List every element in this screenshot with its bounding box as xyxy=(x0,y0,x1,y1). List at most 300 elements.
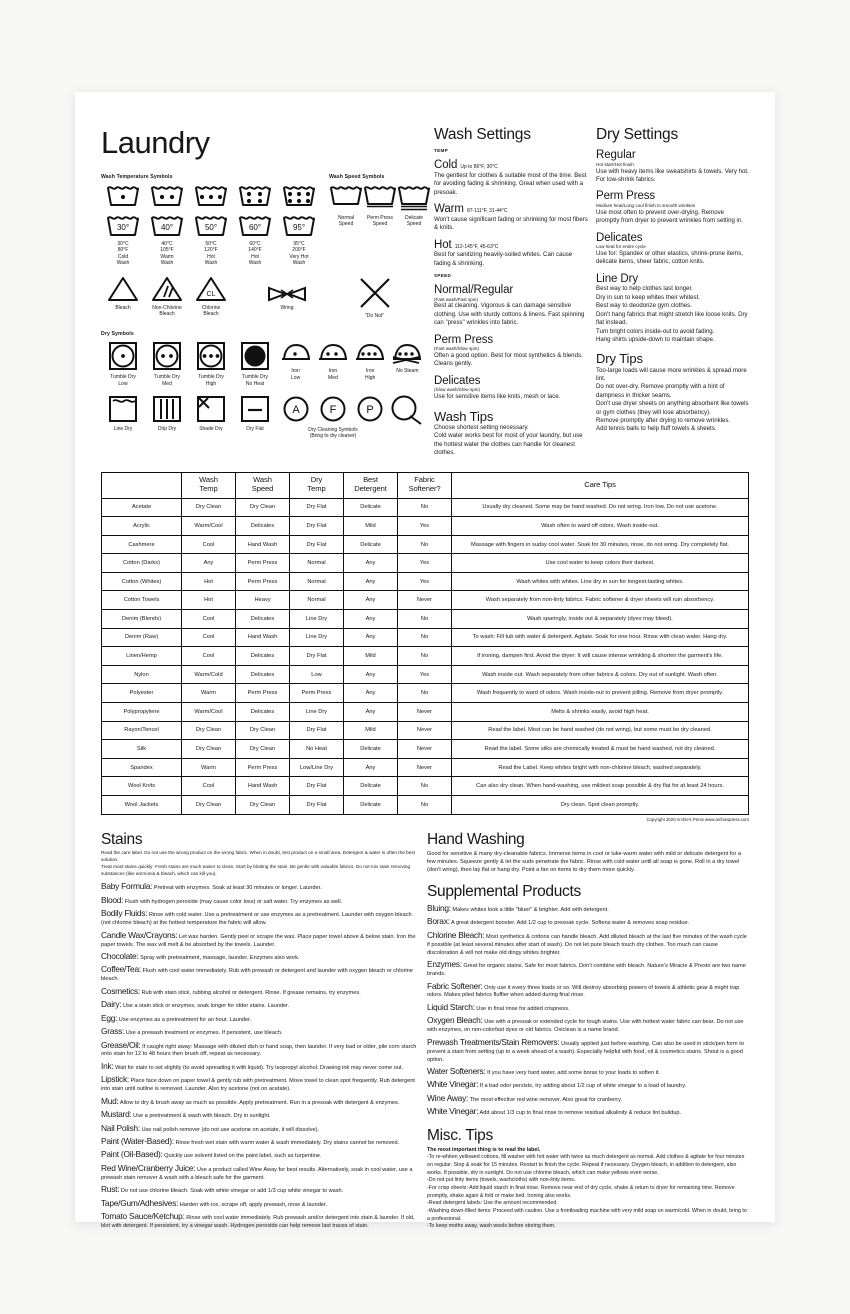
poster-page xyxy=(75,92,775,1230)
stain-entry xyxy=(101,881,417,893)
wash-temp-label: TEMP xyxy=(434,148,448,154)
iron-icon: Iron High xyxy=(352,341,389,381)
wash-tips-heading: Wash Tips xyxy=(434,408,494,424)
cell-fabric: Rayon/Tencel xyxy=(102,721,182,740)
cell-care-tips: Wash sparingly, inside out & separately (dyes may bleed). xyxy=(452,610,749,629)
cell-wash-speed: Heavy xyxy=(236,591,290,610)
table-row xyxy=(102,796,749,815)
cell-care-tips: Massage with fingers in sudsy cool water. Soak for 30 minutes, rinse, do not wring. Dry completely flat. xyxy=(452,535,749,554)
cell-dry-temp: Dry Flat xyxy=(290,647,344,666)
table-row xyxy=(102,628,749,647)
cell-wash-temp: Hot xyxy=(182,572,236,591)
stains-heading: Stains xyxy=(101,830,143,848)
supplemental-name: Bluing: xyxy=(427,902,451,913)
table-row xyxy=(102,498,749,517)
cell-care-tips: Read the label. Some silks are chemically treated & must be hand washed, not dry cleaned. xyxy=(452,740,749,759)
wring-icon xyxy=(251,286,323,302)
wash-setting-item xyxy=(434,203,588,232)
supplemental-entry xyxy=(427,1002,749,1014)
cell-wash-temp: Cool xyxy=(182,777,236,796)
cell-wash-speed: Delicates xyxy=(236,610,290,629)
stain-text: Flush with cool water immediately. Rub with prewash or detergent and launder with oxygen bleach or chlorine bleach. xyxy=(101,968,413,983)
supplemental-text: Makes whites look a little "bluer" & brighter. Add with detergent. xyxy=(452,906,609,913)
dry-setting-item xyxy=(596,190,749,225)
cell-softener: No xyxy=(398,535,452,554)
stain-text: Flush with hydrogen peroxide (may cause color loss) or salt water. Try enzymes as well. xyxy=(124,898,343,905)
copyright-text: Copyright 2020 Archie's Press www.archiespress.com xyxy=(646,816,749,822)
cell-wash-temp: Dry Clean xyxy=(182,721,236,740)
supplemental-text: Usually applied just before washing. Can also be used in stick/pen form to prevent a stain from setting (up to a week ahead of a wash). Especially helpful with food, oil & cosmetics stains. Shout is a good option. xyxy=(427,1040,744,1063)
stain-name: Nail Polish: xyxy=(101,1122,140,1133)
dry-tips-body: Too-large loads will cause more wrinkles & spread more lint. Do not over-dry. Remove promptly with a hint of dampness in thicker seams. Don't use dryer sheets on anything absorbent like towels or gym clothes (they will lose absorbency). Remove promptly after drying to remove wrinkles. Add tennis balls to help fluff towels & sheets. xyxy=(596,366,749,433)
dry-settings-column xyxy=(588,127,749,458)
cell-detergent: Delicate xyxy=(344,740,398,759)
supplemental-entry xyxy=(427,1093,749,1105)
wash-temp-degree-icon: 50° 50°C 120°F Hot Wash xyxy=(189,214,233,266)
stain-entry xyxy=(101,1074,417,1094)
svg-text:50°: 50° xyxy=(204,223,218,232)
misc-tip-line: -To re-whiten yellowed cottons, fill washer with hot water with twice as much detergent as normal. Add clothes & agitate for four minutes on regular. Stop & soak for 15 minutes. Restart to finish the cycle. Repeat if necessary. Oxygen bleach, in addition to detergent, also works. If possible, dry in sunlight. Do not use chlorine bleach, which can make yellows even worse. xyxy=(427,1154,745,1176)
stain-name: Dairy: xyxy=(101,999,122,1010)
stain-text: Place face down on paper towel & gently rub with pretreatment. Move towel to clean spot frequently. Rub detergent into stain until outline is removed. Launder. Also try acetone (not on acetate). xyxy=(101,1078,415,1093)
cell-softener: Never xyxy=(398,721,452,740)
svg-text:F: F xyxy=(329,403,337,416)
stain-text: Do not use chlorine bleach. Soak with white vinegar or add 1/3 cup white vinegar to wash. xyxy=(120,1188,344,1195)
svg-text:60°: 60° xyxy=(248,223,262,232)
cell-wash-speed: Dry Clean xyxy=(236,498,290,517)
cell-wash-temp: Dry Clean xyxy=(182,796,236,815)
cell-fabric: Nylon xyxy=(102,665,182,684)
stain-text: Wait for stain to set slightly (to avoid spreading it with liquid). Try isopropyl alcohol. Drawing ink may never come out. xyxy=(115,1064,404,1071)
wash-temp-degree-symbols xyxy=(101,214,323,266)
page-title: Laundry xyxy=(101,125,210,160)
supplemental-entry xyxy=(427,1037,749,1065)
wash-setting-sub: Up to 86°F, 30°C xyxy=(460,164,498,171)
symbols-column xyxy=(101,127,426,458)
top-section xyxy=(101,127,749,458)
supplemental-text: Most synthetics & cottons can handle bleach. Add diluted bleach at the last five minutes of the wash cycle if possible (at least several minutes after start of wash). Do not let pure bleach touch dry clothes. Too much can cause discoloration & will not make old dingy whites brighter. xyxy=(427,933,747,956)
cell-softener: Yes xyxy=(398,517,452,536)
fabric-care-table xyxy=(101,472,749,815)
cell-care-tips: Wash separately from non-linty fabrics. Fabric softener & dryer sheets will ruin absorbency. xyxy=(452,591,749,610)
wash-speed-body: Often a good option. Best for most synthetics & blends. Cleans gently. xyxy=(434,352,583,368)
supplemental-list xyxy=(427,903,749,1118)
cell-detergent: Any xyxy=(344,572,398,591)
dry-setting-item xyxy=(596,149,749,184)
stain-entry xyxy=(101,1013,417,1025)
dry-setting-item xyxy=(596,273,749,344)
cell-wash-speed: Delicates xyxy=(236,703,290,722)
misc-tips-list xyxy=(427,1147,749,1231)
cell-wash-temp: Hot xyxy=(182,591,236,610)
stain-entry xyxy=(101,1040,417,1060)
tumble-dry-icon: Tumble Dry Low xyxy=(101,341,145,387)
cell-wash-temp: Cool xyxy=(182,610,236,629)
tumble-dry-icon: Tumble Dry Med xyxy=(145,341,189,387)
cell-fabric: Polypropylene xyxy=(102,703,182,722)
cell-dry-temp: Normal xyxy=(290,554,344,573)
cell-care-tips: Wash whites with whites. Line dry in sun for longest-lasting whites. xyxy=(452,572,749,591)
wash-speed-name: Perm Press xyxy=(434,333,494,346)
wash-speed-icon: Delicate Speed xyxy=(397,184,431,228)
bleach-icon: Non-Chlorine Bleach xyxy=(145,276,189,318)
wash-setting-item xyxy=(434,159,588,197)
cell-detergent: Any xyxy=(344,610,398,629)
wash-settings-column xyxy=(426,127,588,458)
cell-care-tips: Wash often to ward off odors. Wash inside-out. xyxy=(452,517,749,536)
stain-entry xyxy=(101,908,417,928)
table-row xyxy=(102,721,749,740)
stain-name: Egg: xyxy=(101,1012,118,1023)
cell-detergent: Any xyxy=(344,684,398,703)
wash-speed-sub: (Fast wash/Fast spin) xyxy=(434,296,478,302)
stain-text: Harden with ice, scrape off, apply prewash, rinse & launder. xyxy=(179,1201,328,1208)
stain-name: Baby Formula: xyxy=(101,881,153,892)
tumble-dry-symbols xyxy=(101,341,277,387)
cell-care-tips: Wash frequently to ward of odors. Wash inside-out to prevent pilling. Remove from dryer promptly. xyxy=(452,684,749,703)
wash-setting-name: Hot 112-145°F, 45-63°C xyxy=(434,238,499,251)
cell-wash-speed: Dry Clean xyxy=(236,740,290,759)
cell-softener: Never xyxy=(398,591,452,610)
supplemental-text: The most effective red wine remover. Also great for cranberry. xyxy=(469,1096,623,1103)
wash-setting-body: Best for sanitizing heavily-soiled whites. Can cause fading & shrinking. xyxy=(434,251,573,267)
hand-washing-heading: Hand Washing xyxy=(427,830,525,848)
dry-tips-heading: Dry Tips xyxy=(596,351,643,367)
stain-text: Use a product called Wine Away for best results. Alternatively, soak in cool water, use a prewash stain remover & wash with a bleach safe for the garment. xyxy=(101,1166,413,1181)
cell-dry-temp: Dry Flat xyxy=(290,777,344,796)
wash-setting-item xyxy=(434,239,588,268)
cell-detergent: Any xyxy=(344,554,398,573)
cell-care-tips: Read the label. Most can be hand washed (do not wring), but some must be dry cleaned. xyxy=(452,721,749,740)
stain-entry xyxy=(101,951,417,963)
dry-clean-symbols xyxy=(277,395,426,425)
cell-care-tips: Read the Label. Keep whites bright with non-chlorine bleach, washed separately. xyxy=(452,758,749,777)
svg-text:30°: 30° xyxy=(116,223,130,232)
dry-clean-icon xyxy=(314,395,351,425)
stain-name: Tape/Gum/Adhesives: xyxy=(101,1197,179,1208)
cell-dry-temp: Dry Flat xyxy=(290,535,344,554)
cell-wash-speed: Perm Press xyxy=(236,758,290,777)
wash-speed-items xyxy=(434,284,588,402)
wash-setting-sub: 87-111°F, 31-44°C xyxy=(466,208,508,215)
stain-entry xyxy=(101,1123,417,1135)
cell-fabric: Denim (Blends) xyxy=(102,610,182,629)
supplemental-entry xyxy=(427,1106,749,1118)
wash-speed-name: Delicates xyxy=(434,374,481,387)
cell-fabric: Silk xyxy=(102,740,182,759)
dry-setting-body: Use for: Spandex or other elastics, shrink-prone items, delicate items, sheer fabric, cotton knits. xyxy=(596,250,743,266)
stain-name: Red Wine/Cranberry Juice: xyxy=(101,1162,196,1173)
stain-entry xyxy=(101,964,417,984)
cell-detergent: Any xyxy=(344,703,398,722)
stain-text: Quickly use solvent listed on the paint label, such as turpentine. xyxy=(164,1153,322,1160)
cell-care-tips: Dry clean. Spot clean promptly. xyxy=(452,796,749,815)
cell-wash-temp: Cool xyxy=(182,628,236,647)
stain-name: Candle Wax/Crayons: xyxy=(101,929,178,940)
bleach-icon: Bleach xyxy=(101,276,145,318)
cell-wash-temp: Cool xyxy=(182,535,236,554)
stain-text: Allow to dry & brush away as much as possible. Apply pretreatment. Run in a presoak with detergent & enzymes. xyxy=(119,1099,400,1106)
stain-name: Blood: xyxy=(101,894,124,905)
cell-dry-temp: Dry Flat xyxy=(290,721,344,740)
wash-speed-item xyxy=(434,375,588,402)
stain-name: Grass: xyxy=(101,1026,125,1037)
cell-fabric: Acetate xyxy=(102,498,182,517)
cell-fabric: Cashmere xyxy=(102,535,182,554)
dry-setting-body: Best way to help clothes last longer. Dry in sun to keep whites their whitest. Best way to deodorize gym clothes. Don't hang fabrics that might stretch like loose knits. Dry flat instead. Turn bright colors inside-out to avoid fading. Hang shirts upside-down to maintain shape. xyxy=(596,285,748,343)
hand-washing-body: Good for sensitive & many dry-cleanable fabrics. Immerse items in cool or luke-warm water with mild or delicate detergent for a few minutes. Squeeze gently & let the suds penetrate the fabric. Rinse with cold water until all soap is gone. Roll in a dry towel (don't wring), then lay flat or hang dry. Point a fan on items to dry them more quickly. xyxy=(427,851,741,874)
cell-softener: Never xyxy=(398,740,452,759)
cell-care-tips: To wash: Fill tub with water & detergent. Agitate. Soak for one hour. Rinse with clean water. Hang dry. xyxy=(452,628,749,647)
stain-name: Chocolate: xyxy=(101,950,139,961)
supplemental-text: If a bad odor persists, try adding about 1/2 cup of white vinegar to a load of laundry. xyxy=(479,1083,687,1090)
cell-care-tips: Usually dry cleaned. Some may be hand washed. Do not wring. Iron low. Do not use acetone. xyxy=(452,498,749,517)
right-column xyxy=(427,832,749,1232)
cell-softener: No xyxy=(398,796,452,815)
supplemental-name: Fabric Softener: xyxy=(427,980,483,991)
iron-icon: No Steam xyxy=(389,341,426,381)
dry-setting-name: Regular xyxy=(596,149,636,162)
cell-softener: No xyxy=(398,498,452,517)
dry-method-icon: Line Dry xyxy=(101,395,145,432)
cell-softener: No xyxy=(398,610,452,629)
wring-label: Wring xyxy=(280,305,294,311)
cell-fabric: Acrylic xyxy=(102,517,182,536)
wash-speed-body: Use for sensitive items like knits, mesh or lace. xyxy=(434,393,561,401)
cell-softener: No xyxy=(398,647,452,666)
wash-speed-sub: (Fast wash/Slow spin) xyxy=(434,346,479,352)
cell-care-tips: Wash inside out. Wash separately from other fabrics & colors. Dry out of sunlight. Wash often. xyxy=(452,665,749,684)
wash-temp-dots-icon xyxy=(145,184,189,208)
stain-text: Pretreat with enzymes. Soak at least 30 minutes or longer. Launder. xyxy=(153,885,322,892)
dry-setting-name: Delicates xyxy=(596,231,643,244)
cell-softener: No xyxy=(398,628,452,647)
cell-detergent: Any xyxy=(344,758,398,777)
stain-text: Spray with pretreatment, massage, launder. Enzymes also work. xyxy=(140,954,300,961)
stains-intro: Read the care label. Do not use the wrong product on the wrong fabric. When in doubt, test product on a small area. Detergent & water is often the best solution. Treat most stains quickly: Fresh stains are much easier to clean. Start by blotting the stain. Be gentle with valuable fabrics. Do not mix stain removing substances (like ammonia & bleach, which can kill you). xyxy=(101,850,415,876)
cell-care-tips: Can also dry clean. When hand-washing, use mildest soap possible & dry flat for at least 24 hours. xyxy=(452,777,749,796)
iron-icon: Iron Med xyxy=(314,341,351,381)
stain-name: Bodily Fluids: xyxy=(101,908,148,919)
cell-wash-speed: Dry Clean xyxy=(236,796,290,815)
supplemental-text: A great detergent booster. Add 1/2 cup to presoak cycle. Softens water & removes soap residue. xyxy=(450,920,690,927)
cell-softener: Yes xyxy=(398,665,452,684)
supplemental-text: Only use it every three loads or so. Will destroy absorbing powers of towels & athletic gear & might trap odors. Makes piled fabrics fluffier when added during final rinse. xyxy=(427,984,740,999)
misc-tips-heading: Misc. Tips xyxy=(427,1127,493,1145)
cell-wash-temp: Cool xyxy=(182,647,236,666)
cell-detergent: Delicate xyxy=(344,535,398,554)
wash-temp-group-label: Wash Temperature Symbols xyxy=(101,174,173,180)
cell-wash-speed: Delicates xyxy=(236,665,290,684)
misc-tip-line: -Read detergent labels: Use the amount recommended. xyxy=(427,1200,558,1207)
supplemental-name: Borax: xyxy=(427,916,450,927)
supplemental-heading: Supplemental Products xyxy=(427,883,581,901)
svg-text:A: A xyxy=(291,403,300,416)
dry-method-icon: Dry Flat xyxy=(233,395,277,432)
table-header-cell: Wash Temp xyxy=(182,472,236,498)
cell-fabric: Wool Jackets xyxy=(102,796,182,815)
cell-dry-temp: Dry Flat xyxy=(290,498,344,517)
wash-speed-item xyxy=(434,334,588,369)
supplemental-entry xyxy=(427,981,749,1001)
stain-entry xyxy=(101,895,417,907)
table-row xyxy=(102,777,749,796)
cell-dry-temp: Line Dry xyxy=(290,703,344,722)
table-header-cell: Wash Speed xyxy=(236,472,290,498)
dry-setting-name: Line Dry xyxy=(596,272,639,285)
cell-softener: No xyxy=(398,684,452,703)
tumble-dry-icon: Tumble Dry No Heat xyxy=(233,341,277,387)
cell-fabric: Cotton (Whites) xyxy=(102,572,182,591)
cell-wash-speed: Delicates xyxy=(236,517,290,536)
table-row xyxy=(102,591,749,610)
table-row xyxy=(102,703,749,722)
table-header-cell xyxy=(102,472,182,498)
cell-fabric: Cotton Towels xyxy=(102,591,182,610)
stain-name: Mustard: xyxy=(101,1109,132,1120)
table-body xyxy=(102,498,749,814)
dry-setting-sub: Medium heat/Long cool finish to smooth wrinkles xyxy=(596,203,696,209)
wash-speed-item xyxy=(434,284,588,328)
bleach-icon: CL Chlorine Bleach xyxy=(189,276,233,318)
cell-care-tips: Use cool water to keep colors their darkest. xyxy=(452,554,749,573)
supplemental-entry xyxy=(427,1066,749,1078)
supplemental-text: Use in final rinse for added crispness. xyxy=(476,1005,570,1012)
table-header-cell: Dry Temp xyxy=(290,472,344,498)
wash-temp-dots-icon xyxy=(101,184,145,208)
cell-softener: Never xyxy=(398,703,452,722)
supplemental-name: Wine Away: xyxy=(427,1092,469,1103)
svg-text:95°: 95° xyxy=(292,223,306,232)
stain-entry xyxy=(101,930,417,950)
cell-wash-temp: Warm/Cool xyxy=(182,517,236,536)
stain-entry xyxy=(101,1198,417,1210)
do-not-label: "Do Not" xyxy=(364,313,385,319)
stain-name: Ink: xyxy=(101,1060,114,1071)
cell-detergent: Delicate xyxy=(344,498,398,517)
cell-wash-speed: Perm Press xyxy=(236,554,290,573)
cell-care-tips: Melts & shrinks easily, avoid high heat. xyxy=(452,703,749,722)
svg-text:CL: CL xyxy=(206,291,216,298)
cell-wash-speed: Hand Wash xyxy=(236,535,290,554)
cell-dry-temp: Dry Flat xyxy=(290,796,344,815)
cell-fabric: Denim (Raw) xyxy=(102,628,182,647)
misc-tip-line: -Washing down-filled items: Proceed with caution. Use a frontloading machine with very mild soap on warm/cold. When in doubt, bring to a professional. xyxy=(427,1208,747,1222)
dry-settings-items xyxy=(596,149,749,344)
cell-wash-temp: Dry Clean xyxy=(182,498,236,517)
supplemental-name: Enzymes: xyxy=(427,959,462,970)
bleach-symbols xyxy=(101,276,251,318)
stain-name: Paint (Water-Based): xyxy=(101,1136,174,1147)
cell-wash-temp: Any xyxy=(182,554,236,573)
stain-entry xyxy=(101,1149,417,1161)
dry-group-label: Dry Symbols xyxy=(101,331,134,338)
stain-entry xyxy=(101,1061,417,1073)
stains-column xyxy=(101,832,427,1232)
stain-entry xyxy=(101,1109,417,1121)
wash-setting-name: Warm 87-111°F, 31-44°C xyxy=(434,203,508,216)
cell-dry-temp: Line Dry xyxy=(290,610,344,629)
cell-dry-temp: Low xyxy=(290,665,344,684)
stain-entry xyxy=(101,999,417,1011)
wash-speed-sub: (Slow wash/Slow spin) xyxy=(434,387,480,393)
stain-entry xyxy=(101,1136,417,1148)
cell-dry-temp: Normal xyxy=(290,591,344,610)
cell-detergent: Mild xyxy=(344,517,398,536)
supplemental-text: If you have very hard water, add some borax to your loads to soften it. xyxy=(487,1070,660,1076)
table-row xyxy=(102,665,749,684)
stain-name: Tomato Sauce/Ketchup: xyxy=(101,1211,185,1222)
stain-text: Rub with stain stick, rubbing alcohol or detergent. Rinse. If grease remains, try enzymes. xyxy=(141,989,361,996)
dry-setting-item xyxy=(596,232,749,267)
table-row xyxy=(102,684,749,703)
misc-tip-line: -To keep moths away, wash wools before storing them. xyxy=(427,1223,556,1230)
wash-temp-dots-icon xyxy=(189,184,233,208)
cell-fabric: Spandex xyxy=(102,758,182,777)
wash-speed-name: Normal/Regular xyxy=(434,284,514,297)
bottom-section xyxy=(101,832,749,1232)
table-header-cell: Fabric Softener? xyxy=(398,472,452,498)
cell-detergent: Any xyxy=(344,665,398,684)
wash-setting-sub: 112-145°F, 45-63°C xyxy=(454,243,499,250)
table-header-cell: Best Detergent xyxy=(344,472,398,498)
cell-dry-temp: Line Dry xyxy=(290,628,344,647)
supplemental-text: Add about 1/3 cup to final rinse to remove residual alkalinity & reduce lint buildup. xyxy=(479,1110,682,1117)
cell-detergent: Delicate xyxy=(344,777,398,796)
cell-dry-temp: Dry Flat xyxy=(290,517,344,536)
cell-care-tips: If ironing, dampen first. Avoid the dryer: It will cause intense wrinkling & shorten the garment's life. xyxy=(452,647,749,666)
supplemental-text: Use with a presoak or extended cycle for tough stains. Use with hottest water fabric can bear. Do not use with enzymes, on non-colorfast dyes or old fabrics. Oxiclean is a name brand. xyxy=(427,1019,744,1034)
stain-text: Use enzymes as a pretreatment for an hour. Launder. xyxy=(118,1016,252,1023)
supplemental-name: Water Softeners: xyxy=(427,1066,486,1076)
stain-entry xyxy=(101,986,417,998)
misc-tip-line: The most important thing is to read the label. xyxy=(427,1146,541,1153)
stain-name: Paint (Oil-Based): xyxy=(101,1149,163,1160)
stains-list xyxy=(101,881,417,1231)
stain-name: Cosmetics: xyxy=(101,985,140,996)
stain-text: Use nail polish remover (do not use acetone on acetate, it will dissolve). xyxy=(141,1126,320,1133)
stain-text: Rinse with cool water immediately. Rub prewash and/or detergent into stain & launder. If old, blot with detergent. If persistent, try a vinegar wash. Hydrogen peroxide can help remove last traces of stain. xyxy=(101,1215,415,1230)
table-row xyxy=(102,554,749,573)
cell-wash-temp: Warm xyxy=(182,758,236,777)
cell-detergent: Delicate xyxy=(344,796,398,815)
supplemental-name: White Vinegar: xyxy=(427,1106,479,1117)
cell-detergent: Any xyxy=(344,628,398,647)
table-row xyxy=(102,517,749,536)
cell-wash-speed: Perm Press xyxy=(236,572,290,591)
supplemental-name: Chlorine Bleach: xyxy=(427,929,485,940)
table-row xyxy=(102,647,749,666)
stain-name: Mud: xyxy=(101,1095,119,1106)
cell-detergent: Mild xyxy=(344,647,398,666)
cell-wash-speed: Perm Press xyxy=(236,684,290,703)
table-row xyxy=(102,758,749,777)
stain-text: Use a prewash treatment or enzymes. If persistent, use bleach. xyxy=(125,1030,283,1037)
stain-name: Grease/Oil: xyxy=(101,1039,141,1050)
dry-clean-caption-2: (Bring to dry cleaner) xyxy=(309,433,357,439)
stain-entry xyxy=(101,1211,417,1231)
cell-wash-temp: Warm/Cold xyxy=(182,665,236,684)
dry-method-icon: Drip Dry xyxy=(145,395,189,432)
cell-detergent: Any xyxy=(344,591,398,610)
table-header-row xyxy=(102,472,749,498)
wash-temp-dots-icon xyxy=(233,184,277,208)
cell-fabric: Cotton (Darks) xyxy=(102,554,182,573)
wash-speed-group-label: Wash Speed Symbols xyxy=(329,174,385,180)
wash-settings-heading: Wash Settings xyxy=(434,126,531,143)
dry-setting-body: Use most often to prevent over-drying. Remove promptly from dryer to prevent wrinkles from setting in. xyxy=(596,208,743,225)
cell-softener: Yes xyxy=(398,554,452,573)
